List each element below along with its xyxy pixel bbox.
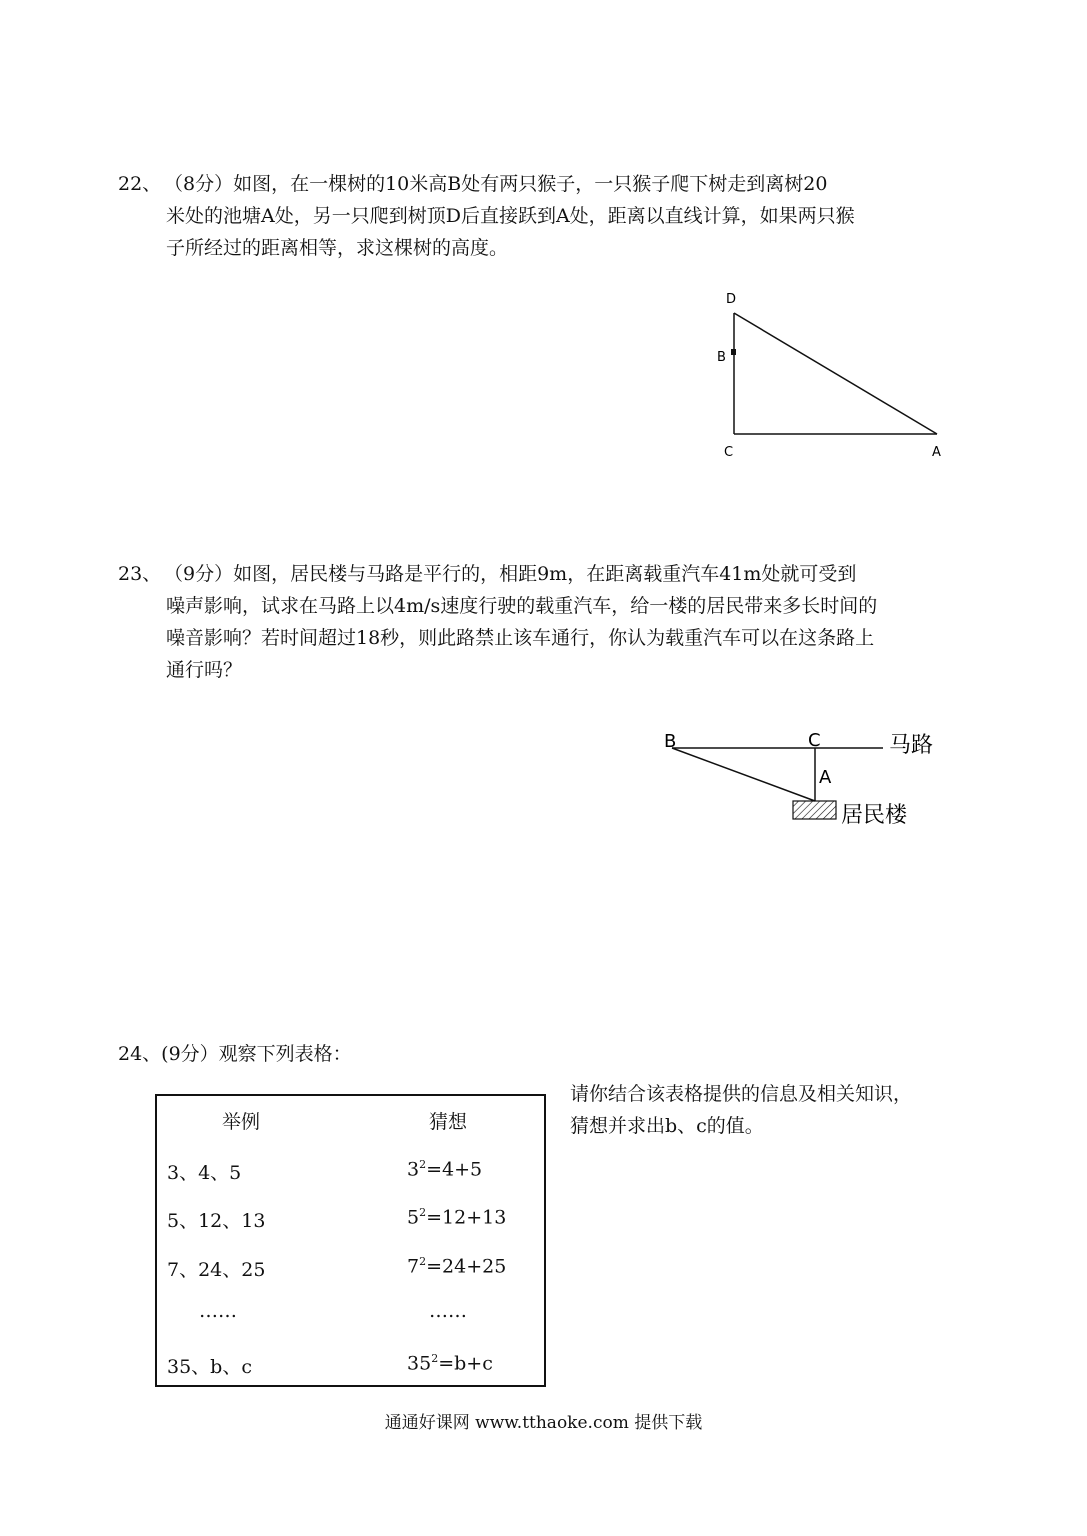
row-2-example: 5、12、13 <box>167 1210 266 1232</box>
pattern-table <box>155 1094 546 1387</box>
row-1-example: 3、4、5 <box>167 1162 242 1184</box>
row-3-guess: $7^2=24+25$ <box>407 1255 507 1278</box>
row-2-guess: $5^2=12+13$ <box>407 1206 507 1229</box>
question-22-line-3: 子所经过的距离相等，求这棵树的高度。 <box>166 237 509 259</box>
line-ba <box>672 748 815 801</box>
jump-line-da <box>734 313 937 434</box>
label-b: B <box>717 350 726 365</box>
label-d: D <box>726 292 737 307</box>
building-block <box>793 801 836 819</box>
question-23-line-2: 噪声影响，试求在马路上以4m/s速度行驶的载重汽车，给一楼的居民带来多长时间的 <box>166 595 878 617</box>
question-23-line-3: 噪音影响？若时间超过18秒，则此路禁止该车通行，你认为载重汽车可以在这条路上 <box>166 627 875 649</box>
row-4-example: …… <box>199 1300 237 1322</box>
road-building-figure <box>655 725 955 835</box>
question-22-number: 22、 <box>118 173 162 195</box>
point-b-marker <box>731 349 736 355</box>
question-22-line-1: （8分）如图，在一棵树的10米高B处有两只猴子，一只猴子爬下树走到离树20 <box>164 173 828 195</box>
question-24-instruction <box>570 1078 912 1142</box>
row-5-example: 35、b、c <box>167 1356 252 1378</box>
question-23 <box>118 558 877 686</box>
instruction-line-2: 猜想并求出b、c的值。 <box>570 1115 764 1137</box>
label-a: A <box>819 767 832 788</box>
row-5-guess: $35^2=b+c$ <box>407 1352 493 1375</box>
header-guess: 猜想 <box>429 1111 468 1133</box>
question-22 <box>118 168 855 264</box>
question-23-line-4: 通行吗？ <box>166 659 243 681</box>
instruction-line-1: 请你结合该表格提供的信息及相关知识， <box>570 1083 913 1105</box>
label-b: B <box>664 731 677 752</box>
label-a: A <box>932 445 941 460</box>
question-23-line-1: （9分）如图，居民楼与马路是平行的，相距9m，在距离载重汽车41m处就可受到 <box>164 563 857 585</box>
row-1-guess: $3^2=4+5$ <box>407 1158 483 1181</box>
road-label: 马路 <box>889 733 934 758</box>
question-23-number: 23、 <box>118 563 162 585</box>
label-c: C <box>808 730 821 751</box>
row-4-guess: …… <box>429 1300 467 1322</box>
label-c: C <box>724 445 734 460</box>
building-label: 居民楼 <box>841 803 908 828</box>
header-example: 举例 <box>222 1111 261 1133</box>
question-22-line-2: 米处的池塘A处，另一只爬到树顶D后直接跃到A处，距离以直线计算，如果两只猴 <box>166 205 855 227</box>
tree-triangle-figure <box>700 285 960 465</box>
row-3-example: 7、24、25 <box>167 1259 266 1281</box>
question-24-heading: 24、(9分）观察下列表格： <box>118 1043 352 1065</box>
page-footer: 通通好课网 www.tthaoke.com 提供下载 <box>384 1413 703 1433</box>
